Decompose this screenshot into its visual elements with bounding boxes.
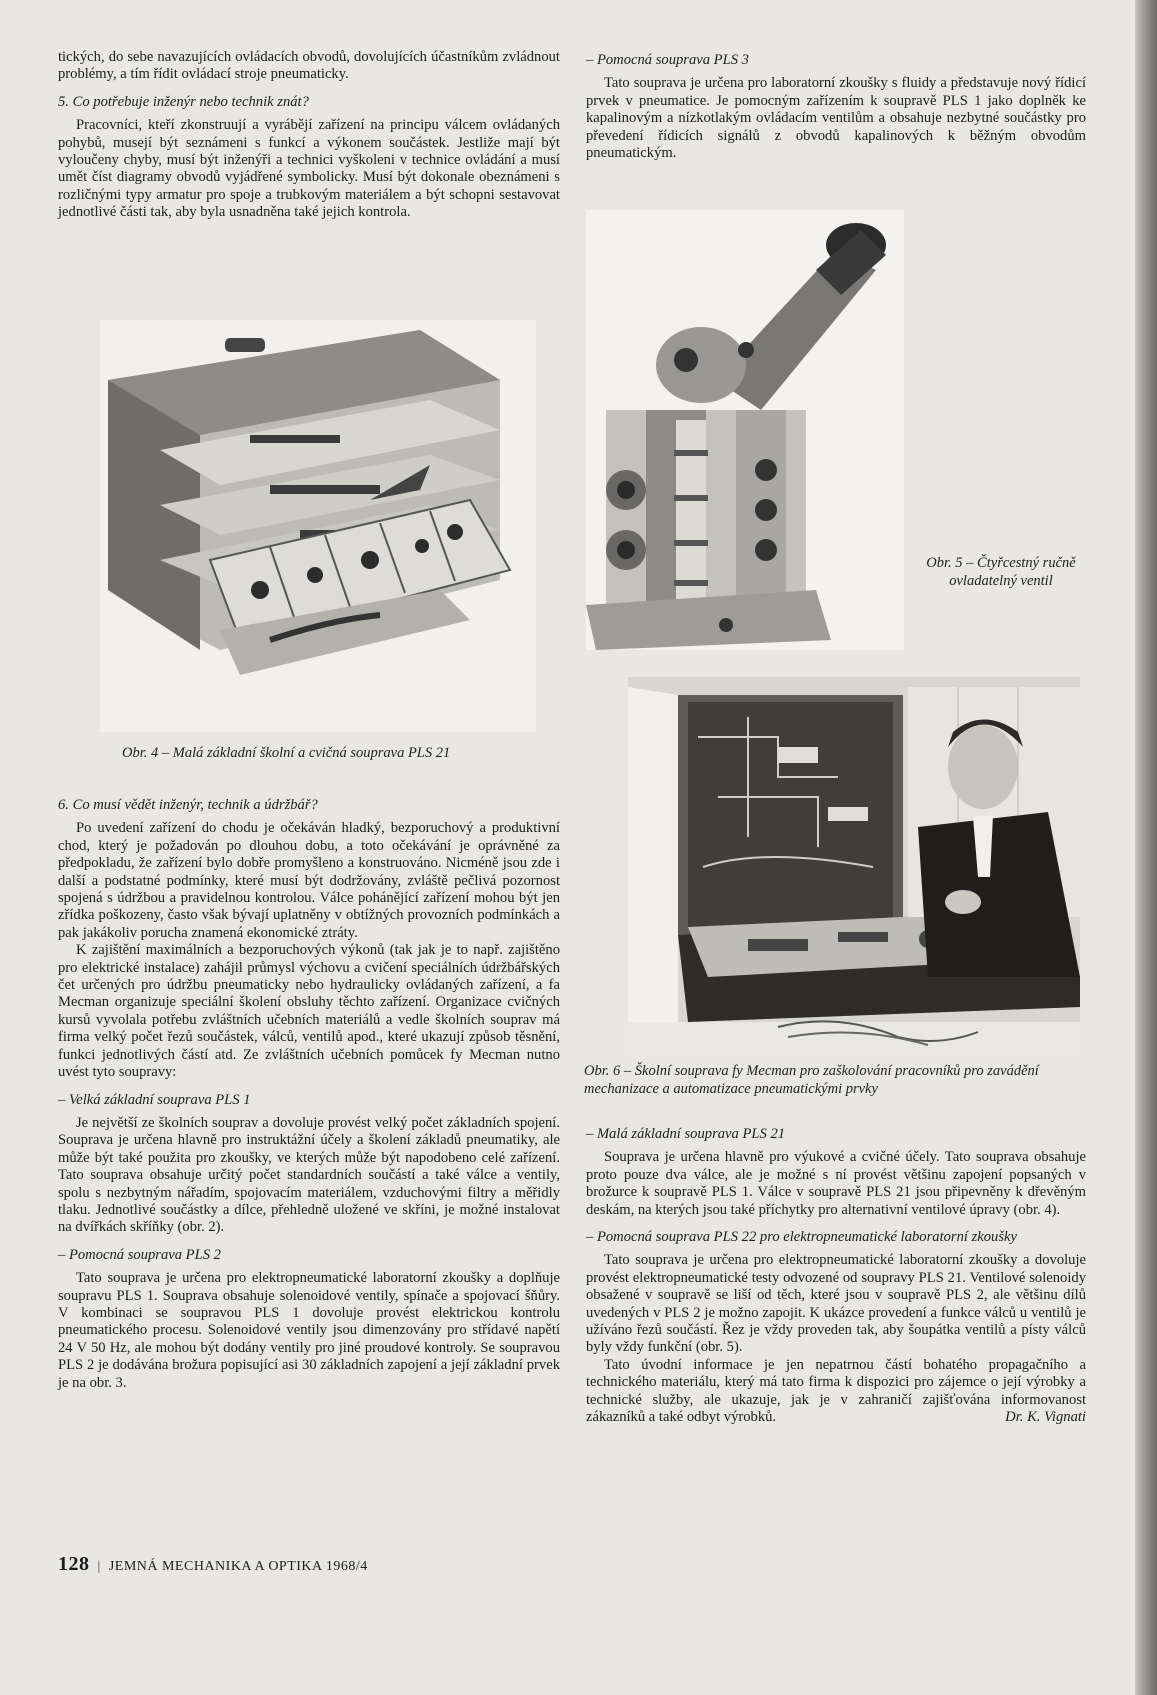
closing-paragraph <box>586 1357 1086 1427</box>
pls22-heading: – Pomocná souprava PLS 22 pro elektropneumatické laboratorní zkoušky <box>586 1229 1017 1246</box>
left-column-top <box>58 49 560 222</box>
section6-heading: 6. Co musí vědět inženýr, technik a údržbář? <box>58 797 318 813</box>
right-column-bottom <box>586 1126 1086 1427</box>
author-signature: Dr. K. Vignati <box>1005 1409 1086 1426</box>
closing-text: Tato úvodní informace je jen nepatrnou částí bohatého propagačního a technického materiálu, který má tato firma k dispozici pro zájemce o její výrobky a technické služby, ale ukazuje, jak je v zahraničí zajišťována informovanost zákazníků a také odbyt výrobků. <box>586 1356 1086 1426</box>
footer-divider: | <box>97 1559 101 1574</box>
pls1-heading: – Velká základní souprava PLS 1 <box>58 1091 251 1108</box>
pls2-paragraph: Tato souprava je určena pro elektropneumatické laboratorní zkoušky a doplňuje soupravu PLS 1. Souprava obsahuje solenoidové ventily, spínače a spojovací šňůry. V kombinaci se soupravou PLS 1 dovoluje provést elektrickou kontrolu pneumatického procesu. Solenoidové ventily jsou dimenzovány pro střídavé napětí 24 V 50 Hz, ale mohou být dodány ventily pro jiné proudové kontroly. Se soupravou PLS 2 je dodávána brožura popisující asi 30 základních zapojení a její základní prvek je na obr. 3. <box>58 1270 560 1391</box>
page-number: 128 <box>58 1553 90 1575</box>
section5-heading: 5. Co potřebuje inženýr nebo technik znát? <box>58 93 309 110</box>
left-column-bottom <box>58 797 560 1392</box>
fig6-photo <box>628 677 1080 1053</box>
fig5-caption: Obr. 5 – Čtyřcestný ručně ovladatelný ventil <box>926 555 1076 589</box>
pls22-paragraph: Tato souprava je určena pro elektropneumatické laboratorní zkoušky a dovoluje provést elektropneumatické testy odvozené od soupravy PLS 21. Ventilové solenoidy obsažené v soupravě se liší od těch, které jsou v soupravě PLS 2, ale většinu dílů uvedených v PLS 2 je možno zapojit. K ukázce provedení a funkce válců u ventilů je užíváno řezů součástí. Řez je vždy proveden tak, aby šoupátka ventilů a písty válců byly vždy funkční (obr. 5). <box>586 1252 1086 1356</box>
fig5-photo <box>586 210 904 650</box>
page-edge-shadow <box>1135 0 1157 1695</box>
right-column-top <box>586 52 1086 162</box>
fig4-photo <box>100 320 536 732</box>
section5-paragraph: Pracovníci, kteří zkonstruují a vyrábějí zařízení na principu válcem ovládaných pohybů, musejí být seznámeni s funkcí a výkonem součástek. Jestliže mají být vyloučeny chyby, musí být inženýři a technici vyškoleni v technice ovládání a musí umět číst diagramy obvodů vyjádřené symbolicky. Musí být dokonale obeznámeni s rozličnými typy armatur pro spoje a trubkovým materiálem a být schopni sestavovat jednotlivé části tak, aby byla usnadněna také jejich kontrola. <box>58 117 560 221</box>
pls3-heading: – Pomocná souprava PLS 3 <box>586 52 749 68</box>
fig6-caption: Obr. 6 – Školní souprava fy Mecman pro zaškolování pracovníků pro zavádění mechanizace a automatizace pneumatickými prvky <box>584 1063 1039 1097</box>
pls1-paragraph: Je největší ze školních souprav a dovoluje provést velký počet základních spojení. Souprava je určena hlavně pro instruktážní účely a školení základů pneumatiky, ale může být také použita pro zkoušky, ve kterých může být napodobeno celé zařízení. Tato souprava obsahuje určitý počet standardních součástí a také válce a ventily, spolu s nezbytným nářadím, spojovacím materiálem, vzduchovými filtry a měřidly tlaku. Jednotlivé součástky a dílce, přehledně uložené ve skříni, je možné instalovat na dvířkách skříňky (obr. 2). <box>58 1114 560 1236</box>
section6-paragraph-1: Po uvedení zařízení do chodu je očekáván hladký, bezporuchový a produktivní chod, který je požadován po dlouhou dobu, a toto očekávání je oprávněné za předpokladu, že zařízení bylo dobře promyšleno a konstruováno. Nicméně jsou zde i další a podstatné podmínky, které musí být dodržovány, zvláště pečlivá pozornost spojená s údržbou a pravidelnou kontrolou. Válce pohánějící zařízení mohou být jen zřídka poškozeny, často však bývají uplatněny v obtížných provozních podmínkách a pak jakákoliv porucha znamená ekonomické ztráty. <box>58 820 560 941</box>
intro-paragraph: tických, do sebe navazujících ovládacích obvodů, dovolujících účastníkům zvládnout problémy, a tím řídit ovládací stroje pneumaticky. <box>58 49 560 83</box>
pls21-paragraph: Souprava je určena hlavně pro výukové a cvičné účely. Tato souprava obsahuje proto pouze dva válce, ale je možné s ní provést většinu zapojení popsaných v brožurce k soupravě PLS 1. Válce v soupravě PLS 21 jsou připevněny k dřevěným deskám, na kterých jsou také příchytky pro alternativní ventilové úpravy (obr. 4). <box>586 1149 1086 1218</box>
page-footer <box>58 1553 368 1576</box>
pls2-heading: – Pomocná souprava PLS 2 <box>58 1246 221 1263</box>
pls21-heading: – Malá základní souprava PLS 21 <box>586 1126 786 1142</box>
section6-paragraph-2: K zajištění maximálních a bezporuchových výkonů (tak jak je to např. zajištěno pro elektrické instalace) zahájil průmysl výchovu a cvičení speciálních údržbářských čet určených pro údržbu pneumaticky nebo hydraulicky ovládaných zařízení, a fa Mecman organizuje speciální školení obsluhy těchto zařízení. Organizace cvičných kursů vyvolala potřebu zvláštních učebních materiálů a vedle školních souprav má firma velký počet řezů součástek, válců, ventilů apod., které ukazují způsob těsnění, funkci jednotlivých částí atd. Ze zvláštních učebních pomůcek fy Mecman nutno uvést tyto soupravy: <box>58 942 560 1081</box>
pls3-paragraph: Tato souprava je určena pro laboratorní zkoušky s fluidy a představuje nový řídicí prvek v pneumatice. Je pomocným zařízením k soupravě PLS 1 jako doplněk ke kapalinovým a nízkotlakým ovládacím ventilům a obsahuje nezbytné součástky pro převedení řídicích signálů z obvodů kapalinových k běžným obvodům pneumatickým. <box>586 75 1086 162</box>
journal-title: JEMNÁ MECHANIKA A OPTIKA 1968/4 <box>108 1559 368 1574</box>
fig4-caption: Obr. 4 – Malá základní školní a cvičná souprava PLS 21 <box>122 745 451 761</box>
